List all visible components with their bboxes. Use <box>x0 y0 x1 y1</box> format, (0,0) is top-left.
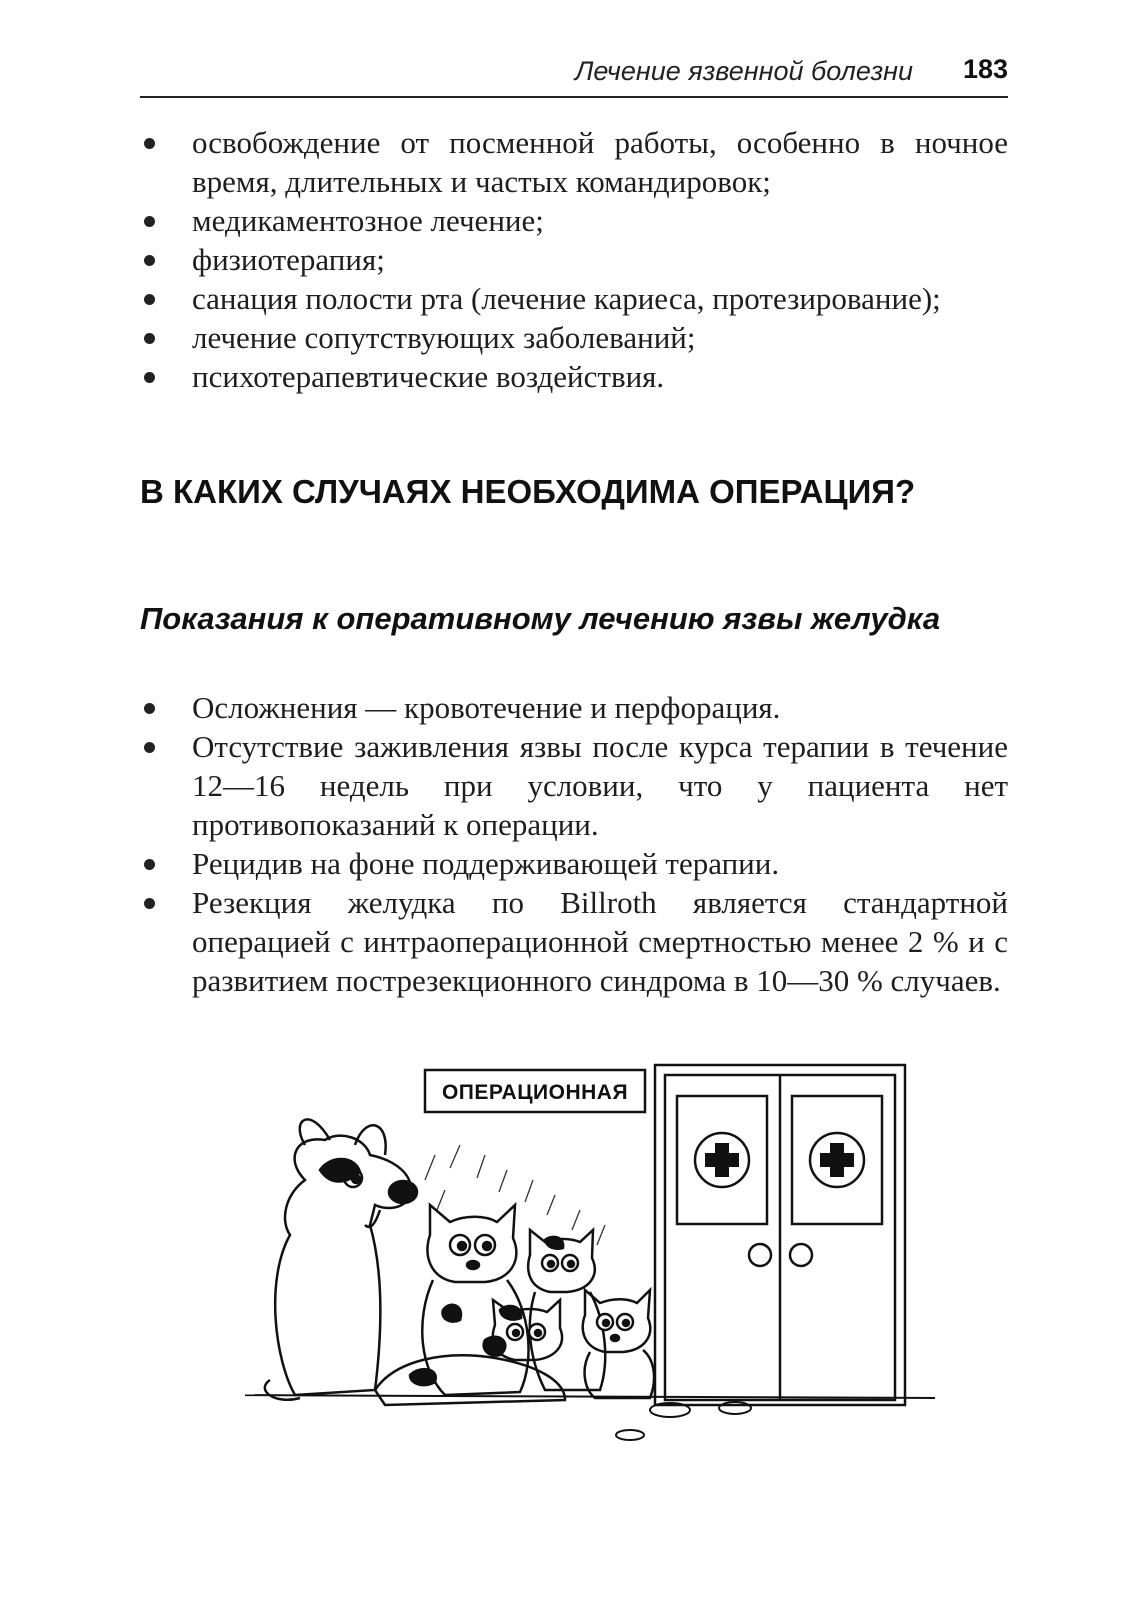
indications-list <box>140 688 1008 1000</box>
recommendations-list <box>140 123 1008 396</box>
page-header <box>140 52 1008 98</box>
list-item: физиотерапия; <box>140 240 1008 279</box>
list-item: освобождение от посменной работы, особенно в ночное время, длительных и частых командировок; <box>140 123 1008 201</box>
recommendations-list-block <box>140 123 1008 396</box>
medical-cross-icon <box>705 1143 739 1177</box>
operating-room-sign <box>425 1070 645 1112</box>
sign-label: ОПЕРАЦИОННАЯ <box>441 1081 629 1104</box>
food-bowls <box>616 1402 751 1440</box>
section-heading: В КАКИХ СЛУЧАЯХ НЕОБХОДИМА ОПЕРАЦИЯ? <box>140 473 916 510</box>
subsection-heading: Показания к оперативному лечению язвы желудка <box>140 601 941 636</box>
rain-strokes <box>425 1145 605 1245</box>
cartoon-illustration <box>245 1060 945 1455</box>
cat-drawing <box>422 1205 528 1395</box>
medical-cross-icon <box>820 1143 854 1177</box>
list-item: психотерапевтические воздействия. <box>140 357 1008 396</box>
list-item: Рецидив на фоне поддерживающей терапии. <box>140 844 1008 883</box>
list-item: Отсутствие заживления язвы после курса терапии в течение 12—16 недель при условии, что у пациента нет противопоказаний к операции. <box>140 727 1008 844</box>
floor-line <box>245 1395 935 1398</box>
running-title: Лечение язвенной болезни <box>574 56 913 86</box>
dog-drawing <box>265 1119 417 1399</box>
list-item: Осложнения — кровотечение и перфорация. <box>140 688 1008 727</box>
list-item: лечение сопутствующих заболеваний; <box>140 318 1008 357</box>
list-item: Резекция желудка по Billroth является стандартной операцией с интраоперационной смертностью менее 2 % и с развитием пострезекционного синдрома в 10—30 % случаев. <box>140 883 1008 1000</box>
cat-drawing <box>375 1300 565 1405</box>
operating-room-doors <box>655 1065 905 1405</box>
indications-list-block <box>140 688 1008 1000</box>
list-item: санация полости рта (лечение кариеса, протезирование); <box>140 279 1008 318</box>
page-number: 183 <box>962 54 1008 84</box>
list-item: медикаментозное лечение; <box>140 201 1008 240</box>
cat-drawing <box>583 1290 654 1398</box>
